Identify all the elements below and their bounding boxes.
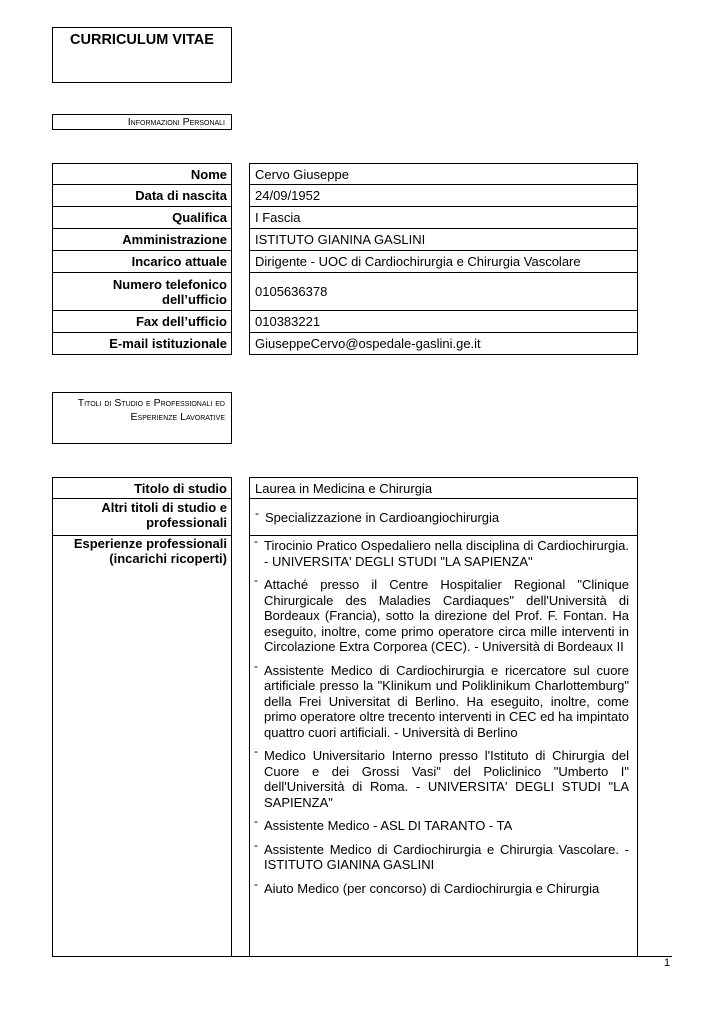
label-email: E-mail istituzionale bbox=[52, 333, 232, 355]
value-qualifica: I Fascia bbox=[249, 207, 638, 229]
label-fax: Fax dell’ufficio bbox=[52, 311, 232, 333]
label-dob: Data di nascita bbox=[52, 185, 232, 207]
row-email bbox=[52, 333, 638, 355]
value-amministrazione: ISTITUTO GIANINA GASLINI bbox=[249, 229, 638, 251]
label-study-title: Titolo di studio bbox=[52, 477, 232, 499]
experience-list bbox=[250, 536, 637, 896]
experience-item: - Assistente Medico - ASL DI TARANTO - TA bbox=[254, 818, 629, 834]
value-name: Cervo Giuseppe bbox=[249, 163, 638, 185]
experience-value-cell bbox=[249, 536, 638, 956]
other-title-item: - Specializzazione in Cardioangiochirurgia bbox=[255, 510, 499, 525]
label-experience: Esperienze professionali (incarichi ricoperti) bbox=[73, 536, 227, 566]
experience-item: - Attaché presso il Centre Hospitalier Regional "Clinique Chirurgicale des Maladies Cardiaques" dell'Università di Bordeaux (Francia), sotto la direzione del Prof. F. Fontan. Ha eseguito, inoltre, come primo operatore circa mille interventi in Circolazione Extra Corporea (CEC). - Università di Bordeaux II bbox=[254, 577, 629, 655]
label-qualifica: Qualifica bbox=[52, 207, 232, 229]
experience-item: - Aiuto Medico (per concorso) di Cardiochirurgia e Chirurgia bbox=[254, 881, 629, 897]
row-qualifica bbox=[52, 207, 638, 229]
section-heading-titles: Titoli di Studio e Professionali ed Esperienze Lavorative bbox=[52, 392, 232, 444]
label-other-titles: Altri titoli di studio e professionali bbox=[52, 499, 232, 536]
experience-item: - Medico Universitario Interno presso l'Istituto di Chirurgia del Cuore e dei Grossi Vasi" del Policlinico "Umberto I" dell'Università di Roma. - UNIVERSITA' DEGLI STUDI "LA SAPIENZA" bbox=[254, 748, 629, 810]
value-fax: 010383221 bbox=[249, 311, 638, 333]
value-incarico: Dirigente - UOC di Cardiochirurgia e Chirurgia Vascolare bbox=[249, 251, 638, 273]
footer-divider bbox=[52, 956, 672, 957]
label-phone: Numero telefonico dell’ufficio bbox=[52, 273, 232, 311]
row-other-titles bbox=[52, 499, 638, 536]
row-incarico bbox=[52, 251, 638, 273]
experience-item: - Assistente Medico di Cardiochirurgia e ricercatore sul cuore artificiale presso la "Klinikum und Poliklinikum Charlottemburg" della Frei Universitat di Berlino. Ha eseguito, inoltre, come primo operatore oltre trecento interventi in CEC ed ha impintato quattro cuori artificiali. - Università di Berlino bbox=[254, 663, 629, 741]
row-fax bbox=[52, 311, 638, 333]
cv-title: CURRICULUM VITAE bbox=[52, 27, 232, 83]
label-amministrazione: Amministrazione bbox=[52, 229, 232, 251]
row-study-title bbox=[52, 477, 638, 499]
value-email[interactable]: GiuseppeCervo@ospedale-gaslini.ge.it bbox=[249, 333, 638, 355]
row-dob bbox=[52, 185, 638, 207]
experience-item: - Tirocinio Pratico Ospedaliero nella disciplina di Cardiochirurgia. - UNIVERSITA' DEGLI STUDI "LA SAPIENZA" bbox=[254, 538, 629, 569]
label-incarico: Incarico attuale bbox=[52, 251, 232, 273]
row-amministrazione bbox=[52, 229, 638, 251]
row-name bbox=[52, 163, 638, 185]
value-dob: 24/09/1952 bbox=[249, 185, 638, 207]
row-phone bbox=[52, 273, 638, 311]
experience-item: - Assistente Medico di Cardiochirurgia e Chirurgia Vascolare. - ISTITUTO GIANINA GASLINI bbox=[254, 842, 629, 873]
label-name: Nome bbox=[52, 163, 232, 185]
experience-label-cell bbox=[52, 536, 232, 956]
value-phone: 0105636378 bbox=[249, 273, 638, 311]
value-other-titles bbox=[249, 499, 638, 536]
value-study-title: Laurea in Medicina e Chirurgia bbox=[249, 477, 638, 499]
section-heading-personal: Informazioni Personali bbox=[52, 114, 232, 130]
page-number: 1 bbox=[664, 957, 671, 969]
